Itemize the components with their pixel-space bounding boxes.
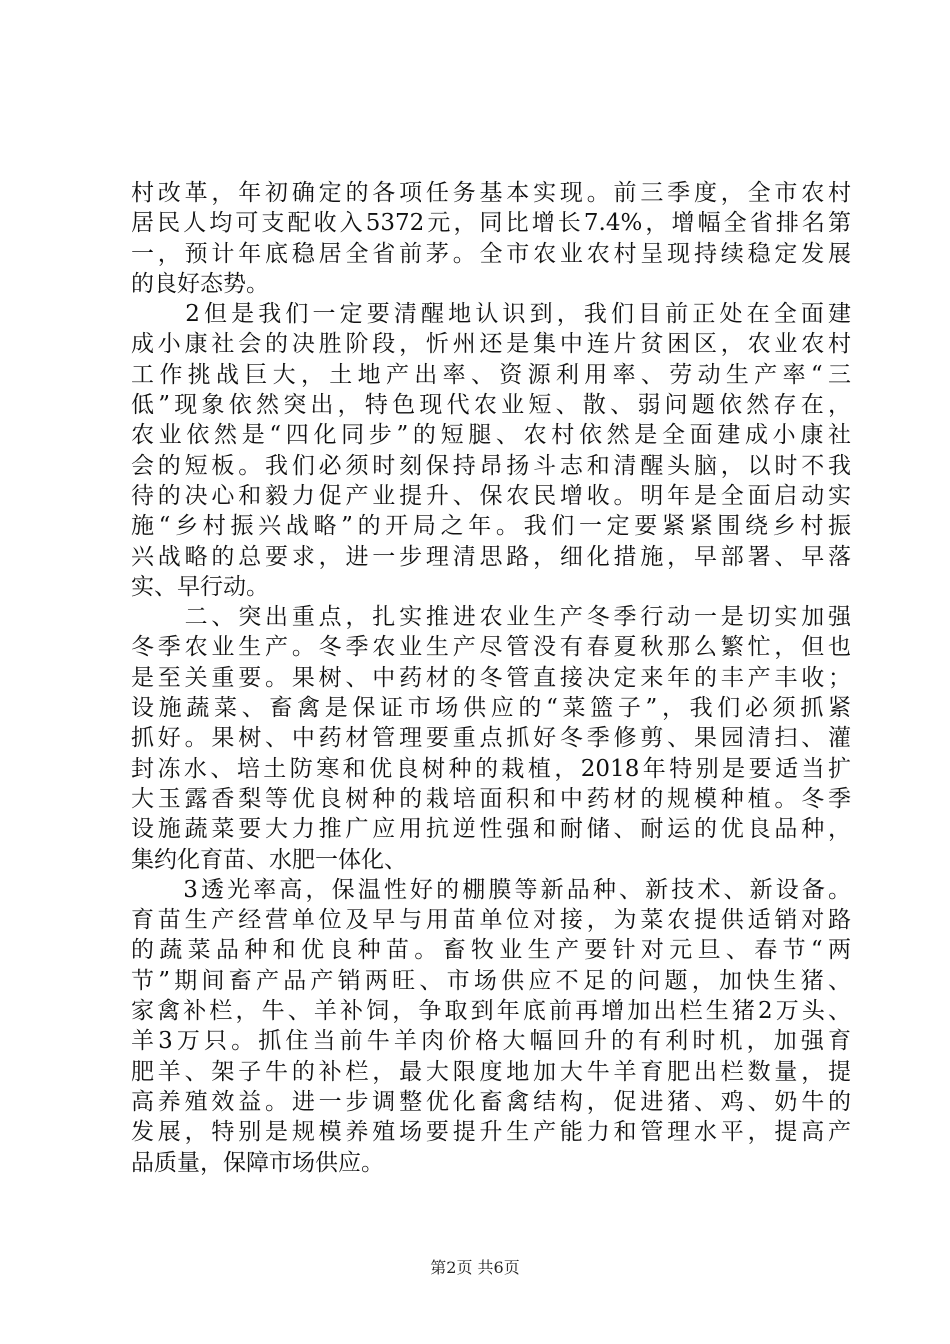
text-line: 家禽补栏，牛、羊补饲，争取到年底前再增加出栏生猪2万头、 (131, 998, 851, 1025)
text-line: 育苗生产经营单位及早与用苗单位对接，为菜农提供适销对路 (131, 907, 851, 934)
text-line: 羊3万只。抓住当前牛羊肉价格大幅回升的有利时机，加强育 (131, 1028, 851, 1055)
text-line: 集约化育苗、水肥一体化、 (131, 846, 407, 873)
text-line: 低”现象依然突出，特色现代农业短、散、弱问题依然存在， (131, 392, 851, 419)
text-line: 2但是我们一定要清醒地认识到，我们目前正处在全面建 (131, 301, 851, 328)
text-line: 农业依然是“四化同步”的短腿、农村依然是全面建成小康社 (131, 422, 851, 449)
text-line: 施“乡村振兴战略”的开局之年。我们一定要紧紧围绕乡村振 (131, 513, 851, 540)
text-line: 封冻水、培土防寒和优良树种的栽植，2018年特别是要适当扩 (131, 755, 851, 782)
text-line: 待的决心和毅力促产业提升、保农民增收。明年是全面启动实 (131, 482, 851, 509)
text-line: 的蔬菜品种和优良种苗。畜牧业生产要针对元旦、春节“两 (131, 937, 851, 964)
text-line: 工作挑战巨大，土地产出率、资源利用率、劳动生产率“三 (131, 361, 851, 388)
text-line: 兴战略的总要求，进一步理清思路，细化措施，早部署、早落 (131, 543, 851, 570)
text-line: 一，预计年底稳居全省前茅。全市农业农村呈现持续稳定发展 (131, 240, 851, 267)
text-line: 高养殖效益。进一步调整优化畜禽结构，促进猪、鸡、奶牛的 (131, 1088, 851, 1115)
text-line: 设施蔬菜要大力推广应用抗逆性强和耐储、耐运的优良品种， (131, 816, 851, 843)
text-line: 抓好。果树、中药材管理要重点抓好冬季修剪、果园清扫、灌 (131, 725, 851, 752)
text-line: 实、早行动。 (131, 573, 269, 600)
text-line: 居民人均可支配收入5372元，同比增长7.4%，增幅全省排名第 (131, 210, 851, 237)
text-line: 肥羊、架子牛的补栏，最大限度地加大牛羊育肥出栏数量，提 (131, 1058, 851, 1085)
text-line: 品质量，保障市场供应。 (131, 1149, 384, 1176)
text-line: 是至关重要。果树、中药材的冬管直接决定来年的丰产丰收； (131, 664, 851, 691)
text-line: 大玉露香梨等优良树种的栽培面积和中药材的规模种植。冬季 (131, 785, 851, 812)
text-line: 发展，特别是规模养殖场要提升生产能力和管理水平，提高产 (131, 1119, 851, 1146)
text-line: 的良好态势。 (131, 270, 269, 297)
text-line: 成小康社会的决胜阶段，忻州还是集中连片贫困区，农业农村 (131, 331, 851, 358)
text-line: 节”期间畜产品产销两旺、市场供应不足的问题，加快生猪、 (131, 967, 851, 994)
page-footer: 第2页 共6页 (430, 1258, 520, 1277)
text-line: 二、突出重点，扎实推进农业生产冬季行动一是切实加强 (131, 604, 851, 631)
text-line: 设施蔬菜、畜禽是保证市场供应的“菜篮子”，我们必须抓紧 (131, 695, 851, 722)
text-line: 3透光率高，保温性好的棚膜等新品种、新技术、新设备。 (131, 876, 851, 903)
document-body (131, 178, 851, 1178)
text-line: 冬季农业生产。冬季农业生产尽管没有春夏秋那么繁忙，但也 (131, 634, 851, 661)
text-line: 会的短板。我们必须时刻保持昂扬斗志和清醒头脑，以时不我 (131, 452, 851, 479)
text-line: 村改革，年初确定的各项任务基本实现。前三季度，全市农村 (131, 180, 851, 206)
